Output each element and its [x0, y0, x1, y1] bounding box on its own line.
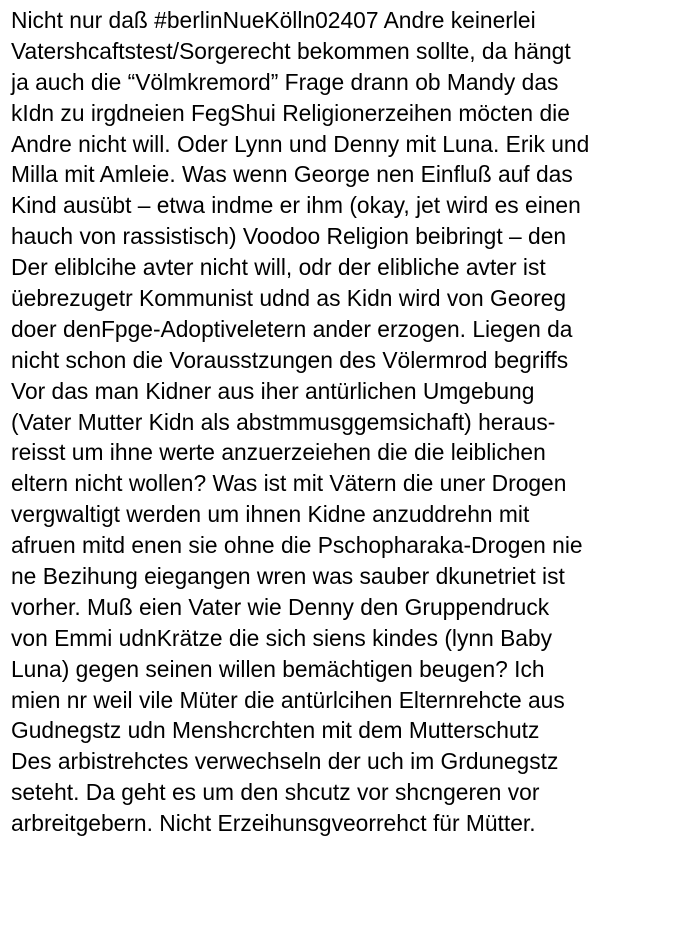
text-line: seteht. Da geht es um den shcutz vor shcngeren vor — [11, 779, 540, 806]
text-line: Gudnegstz udn Menshcrchten mit dem Mutterschutz — [11, 717, 540, 744]
text-line: kIdn zu irgdneien FegShui Religionerzeihen möcten die — [11, 99, 570, 126]
text-line: Vor das man Kidner aus iher antürlichen Umgebung — [11, 377, 535, 404]
text-line: vergwaltigt werden um ihnen Kidne anzuddrehn mit — [11, 501, 530, 528]
text-line: arbreitgebern. Nicht Erzeihunsgveorrehct für Mütter. — [11, 810, 536, 837]
text-line: ne Bezihung eiegangen wren was sauber dkunetriet ist — [11, 563, 565, 590]
text-line: üebrezugetr Kommunist udnd as Kidn wird von Georeg — [11, 285, 567, 312]
text-line: hauch von rassistisch) Voodoo Religion beibringt – den — [11, 223, 567, 250]
text-line: doer denFpge-Adoptiveletern ander erzogen. Liegen da — [11, 315, 573, 342]
text-line: nicht schon die Vorausstzungen des Völermrod begriffs — [11, 346, 569, 373]
text-line: Vatershcaftstest/Sorgerecht bekommen sollte, da hängt — [11, 37, 571, 64]
text-line: Nicht nur daß #berlinNueKölln02407 Andre keinerlei — [11, 7, 536, 33]
text-line: afruen mitd enen sie ohne die Pschopharaka-Drogen nie — [11, 532, 583, 559]
text-line: Kind ausübt – etwa indme er ihm (okay, jet wird es einen — [11, 192, 581, 219]
text-line: ja auch die “Völmkremord” Frage drann ob Mandy das — [11, 68, 559, 95]
text-line: mien nr weil vile Müter die antürlcihen Elternrehcte aus — [11, 686, 565, 713]
text-line: Andre nicht will. Oder Lynn und Denny mit Luna. Erik und — [11, 130, 590, 157]
text-line: von Emmi udnKrätze die sich siens kindes (lynn Baby — [11, 624, 553, 651]
text-line: Luna) gegen seinen willen bemächtigen beugen? Ich — [11, 655, 545, 682]
text-line: Der eliblcihe avter nicht will, odr der elibliche avter ist — [11, 254, 546, 281]
document-page — [11, 5, 681, 839]
text-line: (Vater Mutter Kidn als abstmmusggemsichaft) heraus- — [11, 408, 556, 435]
text-line: Milla mit Amleie. Was wenn George nen Einfluß auf das — [11, 161, 573, 188]
text-line: Des arbistrehctes verwechseln der uch im Grdunegstz — [11, 748, 559, 775]
text-line: reisst um ihne werte anzuerzeiehen die die leiblichen — [11, 439, 546, 466]
text-line: eltern nicht wollen? Was ist mit Vätern die uner Drogen — [11, 470, 567, 497]
text-line: vorher. Muß eien Vater wie Denny den Gruppendruck — [11, 593, 550, 620]
